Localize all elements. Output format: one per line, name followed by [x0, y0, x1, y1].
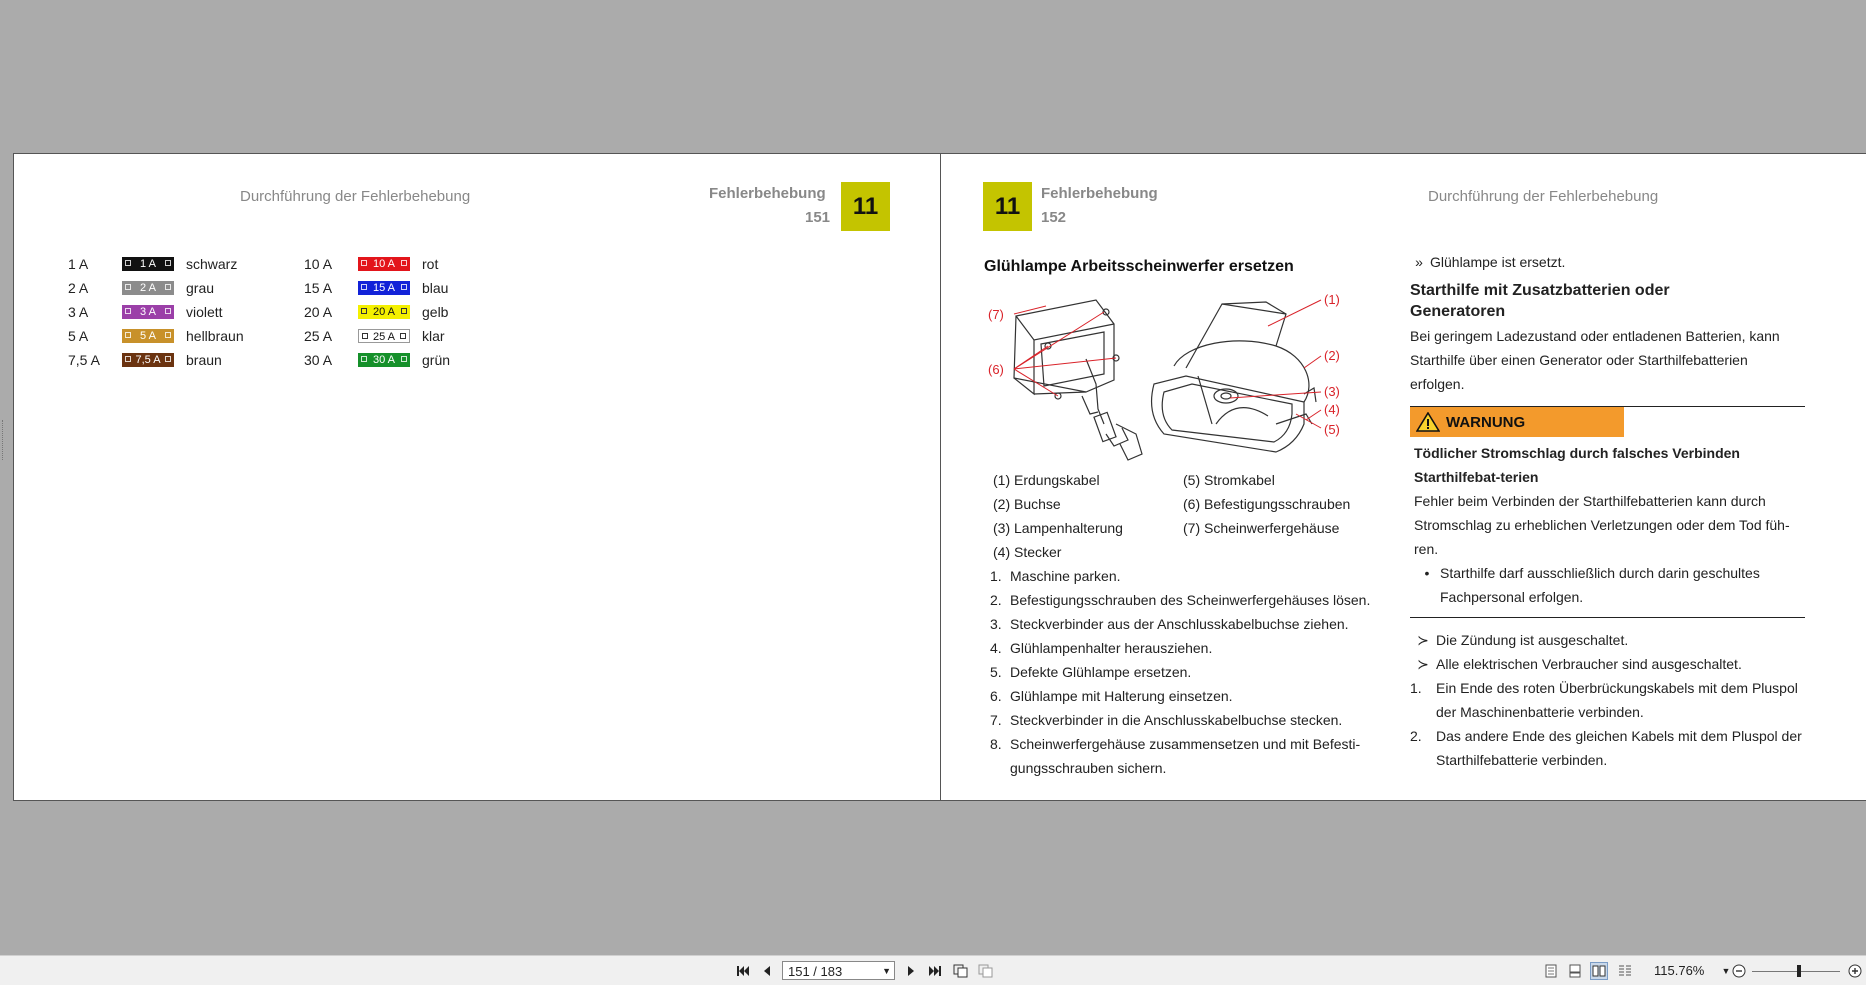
fuse-color-swatch: 1 A [122, 257, 174, 271]
step-item [1410, 724, 1805, 772]
legend-row [993, 468, 1373, 492]
precondition-item [1410, 628, 1805, 652]
precondition-text: Alle elektrischen Verbraucher sind ausgeschaltet. [1436, 656, 1742, 672]
step-item [990, 588, 1390, 612]
step-item [990, 636, 1390, 660]
warning-bullet: • Starthilfe darf ausschließlich durch darin geschultes Fachpersonal erfolgen. [1410, 561, 1805, 609]
fuse-color-swatch: 5 A [122, 329, 174, 343]
fuse-amperage: 7,5 A [68, 352, 100, 368]
step-number: 2. [1410, 728, 1422, 744]
warning-triangle-icon [1416, 412, 1440, 432]
step-number: 8. [990, 736, 1002, 752]
zoom-slider-track[interactable] [1752, 971, 1840, 972]
fuse-row [68, 300, 244, 324]
fuse-color-swatch: 20 A [358, 305, 410, 319]
fuse-table-column-1 [68, 252, 244, 372]
legend-item: (4) Stecker [993, 544, 1062, 560]
chapter-number-box: 11 [841, 182, 890, 231]
single-page-icon[interactable] [1542, 962, 1560, 980]
legend-row [993, 492, 1373, 516]
legend-item: (1) Erdungskabel [993, 472, 1100, 488]
step-item [990, 684, 1390, 708]
fuse-row [304, 300, 450, 324]
zoom-dropdown-icon[interactable]: ▼ [1721, 966, 1731, 976]
figure-legend [993, 468, 1373, 564]
fuse-color-name: blau [422, 280, 449, 296]
zoom-in-icon[interactable] [1846, 962, 1864, 980]
fuse-color-name: gelb [422, 304, 449, 320]
running-header-chapter: Fehlerbehebung [709, 185, 826, 202]
callout-1: (1) [1324, 292, 1340, 307]
fuse-row [304, 324, 450, 348]
fuse-color-swatch: 7,5 A [122, 353, 174, 367]
legend-item: (6) Befestigungsschrauben [1183, 496, 1351, 512]
rotate-icon[interactable] [952, 962, 970, 980]
step-number: 1. [990, 568, 1002, 584]
fuse-color-swatch: 10 A [358, 257, 410, 271]
preconditions-list [1410, 628, 1805, 676]
step-number: 4. [990, 640, 1002, 656]
step-text: Das andere Ende des gleichen Kabels mit dem Pluspol der Starthilfebatterie verbinden. [1436, 728, 1802, 768]
two-page-icon[interactable] [1590, 962, 1608, 980]
running-header-chapter: Fehlerbehebung [1041, 185, 1158, 202]
callout-7: (7) [988, 307, 1004, 322]
fuse-color-swatch: 15 A [358, 281, 410, 295]
zoom-slider-thumb[interactable] [1797, 965, 1801, 977]
fuse-color-name: schwarz [186, 256, 238, 272]
two-page-continuous-icon[interactable] [1616, 962, 1634, 980]
page-number-field[interactable] [782, 961, 895, 980]
first-page-icon[interactable] [734, 962, 752, 980]
precondition-arrow-icon: ≻ [1417, 632, 1429, 648]
jump-start-steps [1410, 676, 1805, 772]
legend-item: (5) Stromkabel [1183, 472, 1275, 488]
step-text: Maschine parken. [1010, 568, 1121, 584]
step-item [990, 660, 1390, 684]
fuse-color-swatch: 2 A [122, 281, 174, 295]
fuse-color-swatch: 30 A [358, 353, 410, 367]
right-column [1410, 250, 1805, 772]
fuse-amperage: 15 A [304, 280, 333, 296]
work-light-exploded-figure [986, 284, 1376, 464]
lamp-replacement-steps [990, 564, 1390, 780]
step-item [990, 612, 1390, 636]
step-text: Scheinwerfergehäuse zusammensetzen und mit Befesti-gungsschrauben sichern. [1010, 736, 1361, 776]
step-text: Glühlampenhalter herausziehen. [1010, 640, 1213, 656]
fuse-color-name: braun [186, 352, 222, 368]
warning-text: Fehler beim Verbinden der Starthilfebatterien kann durch Stromschlag zu erheblichen Verletzungen oder dem Tod füh-ren. [1414, 493, 1790, 557]
step-item [1410, 676, 1805, 724]
step-number: 5. [990, 664, 1002, 680]
result-line [1408, 250, 1805, 274]
step-number: 7. [990, 712, 1002, 728]
fuse-color-name: rot [422, 256, 439, 272]
step-item [990, 564, 1390, 588]
callout-6: (6) [988, 362, 1004, 377]
step-text: Defekte Glühlampe ersetzen. [1010, 664, 1192, 680]
side-panel-grip[interactable] [2, 420, 7, 460]
fuse-color-name: hellbraun [186, 328, 244, 344]
jump-intro-text: Bei geringem Ladezustand oder entladenen Batterien, kann Starthilfe über einen Generator oder Starthilfebatterien erfolgen. [1410, 328, 1780, 392]
legend-item: (7) Scheinwerfergehäuse [1183, 520, 1340, 536]
precondition-arrow-icon: ≻ [1417, 656, 1429, 672]
heading-lamp-replacement: Glühlampe Arbeitsscheinwerfer ersetzen [984, 258, 1294, 275]
running-header-section: Durchführung der Fehlerbehebung [240, 188, 471, 205]
fuse-row [68, 324, 244, 348]
precondition-item [1410, 652, 1805, 676]
fuse-amperage: 25 A [304, 328, 333, 344]
callout-3: (3) [1324, 384, 1340, 399]
fuse-color-name: violett [186, 304, 223, 320]
fuse-row [304, 252, 450, 276]
next-page-icon[interactable] [902, 962, 920, 980]
page-number: 151 [805, 209, 831, 226]
page-number: 152 [1041, 209, 1067, 226]
warning-title: Tödlicher Stromschlag durch falsches Verbinden Starthilfebat-terien [1414, 445, 1740, 485]
last-page-icon[interactable] [926, 962, 944, 980]
copy-icon[interactable] [977, 962, 995, 980]
legend-row [993, 540, 1373, 564]
page-number-value: 151 / 183 [788, 964, 843, 979]
fuse-color-swatch: 25 A [358, 329, 410, 343]
fuse-color-name: grün [422, 352, 451, 368]
step-number: 1. [1410, 680, 1422, 696]
continuous-icon[interactable] [1566, 962, 1584, 980]
zoom-out-icon[interactable] [1730, 962, 1748, 980]
result-text: Glühlampe ist ersetzt. [1430, 254, 1566, 270]
fuse-table-column-2 [304, 252, 450, 372]
warning-header [1410, 407, 1624, 437]
callout-2: (2) [1324, 348, 1340, 363]
step-text: Befestigungsschrauben des Scheinwerfergehäuses lösen. [1010, 592, 1371, 608]
chevron-down-icon[interactable]: ▼ [882, 966, 891, 976]
chapter-number-box: 11 [983, 182, 1032, 231]
step-text: Ein Ende des roten Überbrückungskabels mit dem Pluspol der Maschinenbatterie verbinden. [1436, 680, 1798, 720]
bullet-dot-icon: • [1424, 565, 1430, 581]
legend-row [993, 516, 1373, 540]
running-header-section: Durchführung der Fehlerbehebung [1428, 188, 1659, 205]
fuse-row [304, 348, 450, 372]
heading-jump-start: Starthilfe mit Zusatzbatterien oder Generatoren [1410, 282, 1670, 320]
step-item [990, 732, 1390, 780]
zoom-level[interactable]: 115.76% [1654, 963, 1705, 978]
fuse-color-name: klar [422, 328, 445, 344]
fuse-amperage: 1 A [68, 256, 89, 272]
prev-page-icon[interactable] [758, 962, 776, 980]
fuse-color-swatch: 3 A [122, 305, 174, 319]
step-text: Steckverbinder aus der Anschlusskabelbuchse ziehen. [1010, 616, 1349, 632]
pdf-viewer-toolbar [0, 955, 1866, 985]
step-number: 2. [990, 592, 1002, 608]
step-number: 3. [990, 616, 1002, 632]
fuse-amperage: 2 A [68, 280, 89, 296]
fuse-amperage: 10 A [304, 256, 333, 272]
legend-item: (2) Buchse [993, 496, 1061, 512]
fuse-amperage: 5 A [68, 328, 89, 344]
warning-label: WARNUNG [1446, 413, 1526, 431]
fuse-row [68, 252, 244, 276]
warning-block [1410, 406, 1805, 618]
pdf-page-151 [13, 153, 943, 801]
fuse-row [68, 348, 244, 372]
step-number: 6. [990, 688, 1002, 704]
pdf-page-152 [940, 153, 1866, 801]
step-text: Glühlampe mit Halterung einsetzen. [1010, 688, 1233, 704]
fuse-row [304, 276, 450, 300]
precondition-text: Die Zündung ist ausgeschaltet. [1436, 632, 1629, 648]
legend-item: (3) Lampenhalterung [993, 520, 1123, 536]
fuse-row [68, 276, 244, 300]
callout-5: (5) [1324, 422, 1340, 437]
step-text: Steckverbinder in die Anschlusskabelbuchse stecken. [1010, 712, 1343, 728]
fuse-amperage: 3 A [68, 304, 89, 320]
fuse-color-name: grau [186, 280, 215, 296]
step-item [990, 708, 1390, 732]
result-mark: » [1415, 254, 1423, 270]
fuse-amperage: 20 A [304, 304, 333, 320]
callout-4: (4) [1324, 402, 1340, 417]
fuse-amperage: 30 A [304, 352, 333, 368]
